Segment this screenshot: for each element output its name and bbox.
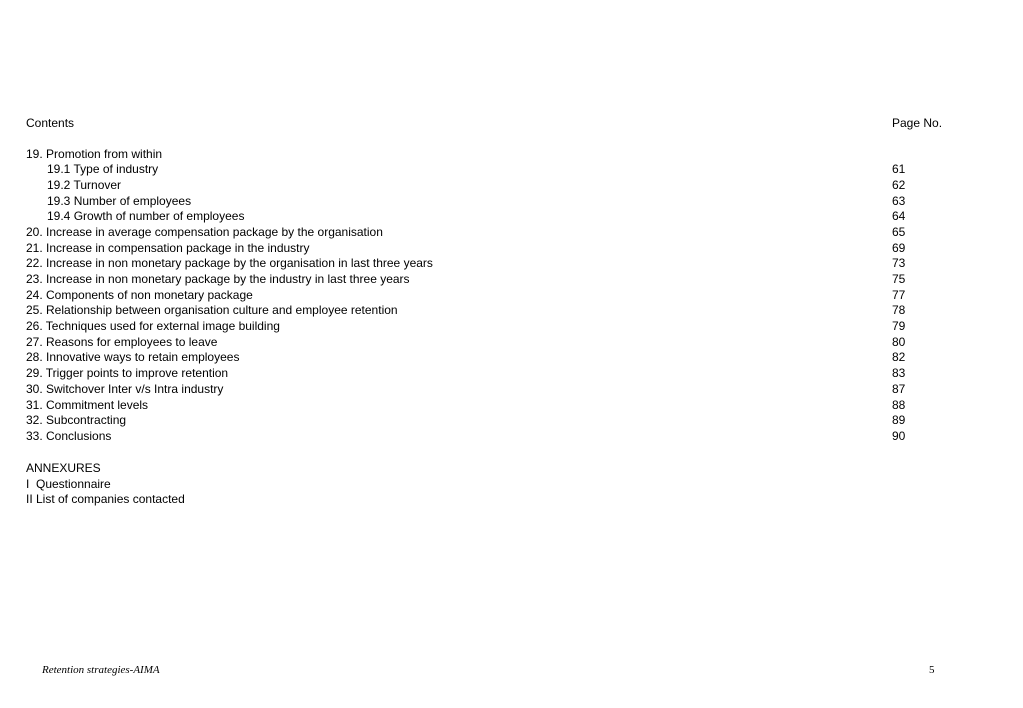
toc-entry-page: 77 [892,287,906,302]
toc-entry-page: 78 [892,303,906,318]
toc-entry-label: 25. Relationship between organisation culture and employee retention [26,303,398,318]
toc-entry [26,303,956,319]
toc-entry-page: 83 [892,366,906,381]
footer-document-name: Retention strategies-AIMA [42,664,160,676]
toc-entry-label: 26. Techniques used for external image building [26,319,280,334]
toc-entry-label: 28. Innovative ways to retain employees [26,350,240,365]
toc-entry-label: 30. Switchover Inter v/s Intra industry [26,381,224,396]
toc-entry-label: 19. Promotion from within [26,146,163,161]
toc-entry-page: 87 [892,381,906,396]
toc-entry-label: 19.2 Turnover [47,177,122,192]
toc-entry [26,429,956,445]
toc-entry-page: 69 [892,240,906,255]
toc-entry-page: 90 [892,428,906,443]
toc-entry-page: 79 [892,319,906,334]
toc-entry [26,147,956,163]
toc-entry [26,413,956,429]
toc-entry [26,319,956,335]
toc-entry-label: 19.4 Growth of number of employees [47,209,245,224]
toc-entry-label: 22. Increase in non monetary package by the organisation in last three years [26,256,433,271]
toc-entry [26,350,956,366]
toc-entry-label: 21. Increase in compensation package in the industry [26,240,310,255]
toc-header [26,115,956,131]
annexure-item: I Questionnaire [26,476,111,491]
annexures-heading: ANNEXURES [26,461,101,475]
toc-entry [26,256,956,272]
toc-subentry [26,178,956,194]
toc-entry [26,225,956,241]
footer-page-number: 5 [929,664,935,676]
toc-entry-page: 80 [892,334,906,349]
toc-entry-label: 20. Increase in average compensation package by the organisation [26,224,383,239]
page-footer [42,662,942,678]
toc-entry [26,335,956,351]
toc-entry-label: 24. Components of non monetary package [26,287,253,302]
toc-entry-page: 65 [892,224,906,239]
annexures-section [26,461,185,508]
toc-entry [26,288,956,304]
toc-entry-page: 88 [892,397,906,412]
toc-entry [26,398,956,414]
toc-entry-page: 62 [892,177,906,192]
toc-entry-page: 63 [892,193,906,208]
toc-entry-label: 23. Increase in non monetary package by the industry in last three years [26,272,410,286]
toc-subentry [26,162,956,178]
toc-entry [26,366,956,382]
table-of-contents [26,147,956,445]
toc-entry [26,241,956,257]
toc-entry-page: 61 [892,162,906,177]
annexure-item: II List of companies contacted [26,492,185,507]
toc-entry-label: 29. Trigger points to improve retention [26,366,229,381]
toc-entry-label: 33. Conclusions [26,428,112,443]
toc-entry-page: 75 [892,272,906,286]
toc-entry-page: 82 [892,350,906,365]
toc-entry-page: 73 [892,256,906,271]
page-no-column-label: Page No. [892,116,943,130]
toc-entry-label: 19.3 Number of employees [47,193,192,208]
contents-title: Contents [26,116,75,130]
toc-entry [26,382,956,398]
toc-entry-label: 31. Commitment levels [26,397,149,412]
toc-entry-page: 64 [892,209,906,224]
toc-entry-label: 27. Reasons for employees to leave [26,334,218,349]
toc-entry-label: 19.1 Type of industry [47,162,159,177]
toc-entry [26,272,956,288]
toc-subentry [26,194,956,210]
toc-entry-label: 32. Subcontracting [26,413,127,428]
toc-entry-page: 89 [892,413,906,428]
toc-subentry [26,209,956,225]
